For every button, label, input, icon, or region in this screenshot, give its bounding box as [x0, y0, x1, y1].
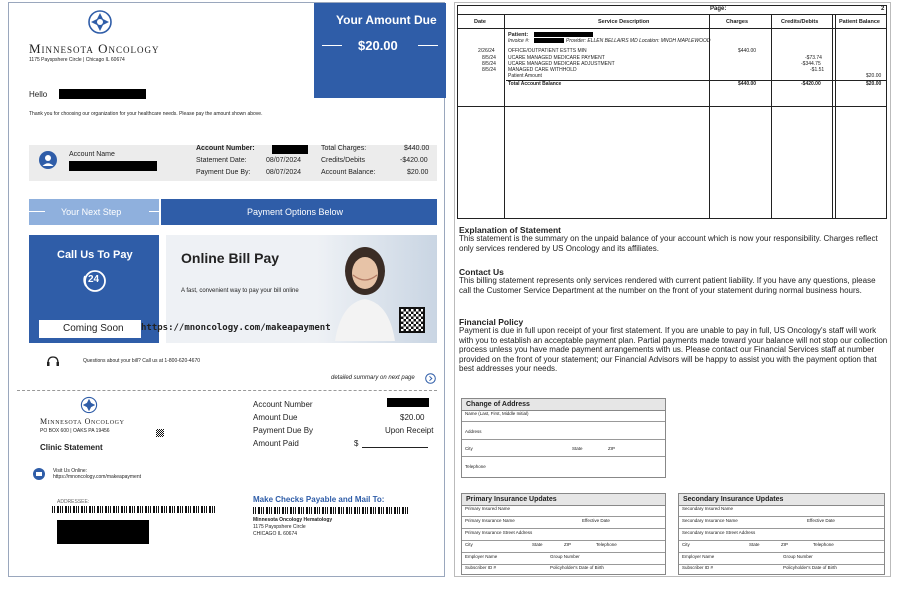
telephone-field[interactable]: Telephone — [465, 464, 486, 469]
contact-text: This billing statement represents only services rendered with current patient liability. If you have any questions, please call the Customer Service Department at the number on the front of your statement during normal business hours. — [459, 276, 876, 295]
row-date: 8/5/24 — [482, 61, 496, 67]
stub-account-number-label: Account Number — [253, 400, 313, 409]
coming-soon-label: Coming Soon — [63, 323, 124, 334]
next-step-label: Your Next Step — [61, 207, 122, 217]
row-credits: -$1.51 — [810, 67, 825, 73]
total-charges: $440.00 — [738, 81, 757, 87]
statement-detail-page — [454, 2, 891, 577]
zip-label: ZIP — [781, 542, 789, 547]
secondary-insured-name-field[interactable]: Secondary Insured Name — [679, 506, 884, 517]
clinic-statement-title: Clinic Statement — [40, 443, 103, 452]
amount-paid-field[interactable] — [362, 447, 428, 448]
amount-due-value: $20.00 — [358, 38, 398, 53]
account-balance-label: Account Balance: — [321, 169, 376, 176]
qr-code-icon — [399, 307, 425, 333]
stub-payment-due-label: Payment Due By — [253, 426, 314, 435]
online-pay-title: Online Bill Pay — [181, 250, 280, 266]
total-charges-label: Total Charges: — [321, 145, 367, 152]
subscriber-label: Subscriber ID # — [682, 565, 714, 570]
tear-line — [17, 390, 437, 391]
primary-insured-name-field[interactable]: Primary Insured Name — [462, 506, 665, 517]
row-date: 8/5/24 — [482, 55, 496, 61]
total-row — [458, 81, 888, 88]
secondary-insurance-title: Secondary Insurance Updates — [679, 494, 884, 506]
effective-date-label: Effective Date — [807, 518, 835, 523]
payment-due-value: 08/07/2024 — [266, 169, 302, 176]
payee-name: Minnesota Oncology Hematology — [253, 517, 333, 523]
amount-due-title: Your Amount Due — [336, 13, 437, 27]
group-number-label: Group Number — [550, 554, 580, 559]
explanation-title: Explanation of Statement — [459, 225, 562, 235]
divider — [504, 14, 505, 218]
primary-subscriber-field[interactable] — [462, 565, 665, 574]
stub-account-number-redacted — [387, 398, 429, 407]
row-description: UCARE MANAGED MEDICARE ADJUSTMENT — [508, 61, 615, 67]
thank-you-text: Thank you for choosing our organization for your healthcare needs. Please pay the amount shown above. — [29, 111, 263, 117]
payee-address-line1: 1175 Payspshere Circle — [253, 524, 306, 530]
primary-city-field[interactable] — [462, 542, 665, 553]
page-label: Page: — [710, 6, 727, 12]
address-barcode — [52, 506, 217, 513]
amount-paid-prefix: $ — [354, 439, 359, 448]
employer-label: Employer Name — [682, 554, 715, 559]
account-name-redacted — [69, 161, 157, 171]
table-header — [458, 14, 886, 29]
statement-date-value: 08/07/2024 — [266, 157, 302, 164]
invoice-redacted — [534, 38, 564, 43]
patient-label: Patient: — [508, 32, 529, 38]
row-description: Patient Amount — [508, 73, 542, 79]
state-label: State — [749, 542, 760, 547]
secondary-city-field[interactable] — [679, 542, 884, 553]
greeting: Hello — [29, 90, 48, 99]
col-header-credits: Credits/Debits — [781, 19, 819, 25]
person-photo-icon — [331, 241, 399, 341]
subscriber-label: Subscriber ID # — [465, 565, 497, 570]
effective-date-label: Effective Date — [582, 518, 610, 523]
account-number-redacted — [272, 145, 308, 154]
address-field[interactable]: Address — [462, 429, 665, 440]
invoice-label: Invoice #: — [508, 38, 530, 44]
questions-text: Questions about your bill? Call us at 1-800-620-4670 — [83, 358, 201, 364]
row-description: MANAGED CARE WITHHOLD — [508, 67, 577, 73]
secondary-insurance-name-field[interactable] — [679, 518, 884, 529]
primary-employer-field[interactable] — [462, 554, 665, 565]
visit-online-label: Visit Us Online: — [53, 468, 88, 474]
table-row — [458, 73, 888, 79]
total-balance: $20.00 — [866, 81, 882, 87]
divider — [23, 211, 45, 212]
total-credits: -$420.00 — [801, 81, 821, 87]
divider — [458, 106, 886, 107]
city-field[interactable] — [462, 446, 665, 457]
brand-address: 1175 Payspshere Circle | Chicago IL 60674 — [29, 57, 125, 63]
amount-due-box — [314, 3, 446, 98]
account-name-label: Account Name — [69, 151, 115, 158]
checks-payable-title: Make Checks Payable and Mail To: — [253, 495, 385, 504]
primary-insurance-title: Primary Insurance Updates — [462, 494, 665, 506]
primary-street-field[interactable]: Primary Insurance Street Address — [462, 530, 665, 541]
policy-text: Payment is due in full upon receipt of your first statement. If you are unable to pay in full, US Oncology's staff will work with you to establish an acceptable payment plan. Partial payments made toward your balance will not stop our collection process unless you have made payment arrangements with us. Please contact our Financial Services staff at number provided on the front of your statement; our Financial Advisors will be happy to assist you with the payment option that best addresses your needs. — [459, 326, 888, 373]
address-redacted — [57, 520, 149, 544]
online-pay-url[interactable]: https://mnoncology.com/makeapayment — [141, 323, 331, 333]
payment-due-label: Payment Due By: — [196, 169, 251, 176]
city-label: City — [682, 542, 690, 547]
provider-line: Provider: ELLEN BELLAIRS MD Location: MNOH MAPLEWOOD — [566, 38, 711, 44]
name-field[interactable]: Name (Last, First, Middle Initial) — [462, 411, 665, 422]
zip-label: ZIP — [564, 542, 572, 547]
change-of-address-form — [461, 398, 666, 478]
city-label: City — [465, 542, 473, 547]
headset-icon — [46, 355, 60, 369]
stub-brand-name: Minnesota Oncology — [40, 417, 125, 426]
stub-amount-due-value: $20.00 — [400, 413, 425, 422]
user-avatar-icon — [39, 151, 57, 169]
row-credits: -$73.74 — [805, 55, 822, 61]
call-badge-text: 24 — [88, 274, 100, 285]
chevron-right-icon[interactable] — [425, 373, 436, 384]
divider — [709, 14, 710, 218]
col-header-balance: Patient Balance — [839, 19, 880, 25]
employer-label: Employer Name — [465, 554, 498, 559]
stub-address: PO BOX 600 | OAKS PA 19456 — [40, 428, 110, 434]
row-charges: $440.00 — [738, 48, 757, 54]
payment-options-label: Payment Options Below — [247, 207, 344, 217]
secondary-employer-field[interactable] — [679, 554, 884, 565]
stub-logo-icon — [80, 396, 98, 414]
stub-qr-icon — [156, 429, 164, 437]
credits-debits-value: -$420.00 — [400, 157, 428, 164]
detailed-summary-link[interactable]: detailed summary on next page — [331, 375, 415, 381]
statement-date-label: Statement Date: — [196, 157, 247, 164]
divider — [418, 45, 438, 46]
policy-title: Financial Policy — [459, 317, 524, 327]
stub-amount-due-label: Amount Due — [253, 413, 298, 422]
primary-insurance-form — [461, 493, 666, 575]
minnesota-oncology-logo-icon — [87, 9, 113, 35]
online-pay-description: A fast, convenient way to pay your bill online — [181, 288, 299, 294]
patient-name-redacted — [59, 89, 146, 99]
detail-table — [457, 5, 887, 219]
policyholder-dob-label: Policyholder's Date of Birth — [783, 565, 837, 570]
divider — [771, 14, 772, 218]
explanation-text: This statement is the summary on the unpaid balance of your account which is now your responsibility. Charges reflect only services rendered by US Oncology and its affiliates. — [459, 234, 878, 253]
secondary-subscriber-field[interactable] — [679, 565, 884, 574]
divider — [322, 45, 342, 46]
city-label: City — [465, 446, 473, 451]
statement-front-page — [8, 2, 445, 577]
policyholder-dob-label: Policyholder's Date of Birth — [550, 565, 604, 570]
credits-debits-label: Credits/Debits — [321, 157, 365, 164]
state-label: State — [532, 542, 543, 547]
addressee-label: ADDRESSEE: — [57, 499, 90, 505]
contact-title: Contact Us — [459, 267, 504, 277]
account-number-label: Account Number: — [196, 145, 255, 152]
secondary-street-field[interactable]: Secondary Insurance Street Address — [679, 530, 884, 541]
chat-icon — [33, 468, 45, 480]
group-number-label: Group Number — [783, 554, 813, 559]
row-credits: -$344.75 — [801, 61, 821, 67]
patient-redacted — [534, 32, 593, 37]
zip-label: ZIP — [608, 446, 616, 451]
secondary-insurance-form — [678, 493, 885, 575]
telephone-label: Telephone — [596, 542, 617, 547]
telephone-label: Telephone — [813, 542, 834, 547]
table-row — [458, 48, 888, 54]
stub-payment-due-value: Upon Receipt — [385, 426, 434, 435]
row-date: 2/26/24 — [478, 48, 495, 54]
primary-insurance-name-label: Primary Insurance Name — [465, 518, 515, 523]
row-description: OFFICE/OUTPATIENT ESTTS MIN — [508, 48, 587, 54]
state-label: State — [572, 446, 583, 451]
total-label: Total Account Balance — [508, 81, 562, 87]
page-number: 2 — [881, 6, 885, 12]
visit-online-url[interactable]: https://mnoncology.com/makeapayment — [53, 474, 142, 480]
payee-address-line2: CHICAGO IL 60674 — [253, 531, 298, 537]
account-balance-value: $20.00 — [407, 169, 429, 176]
call-us-title: Call Us To Pay — [57, 249, 133, 261]
col-header-charges: Charges — [726, 19, 749, 25]
total-charges-value: $440.00 — [404, 145, 430, 152]
change-of-address-title: Change of Address — [462, 399, 665, 411]
brand-name: Minnesota Oncology — [29, 41, 160, 56]
col-header-description: Service Description — [598, 19, 650, 25]
col-header-date: Date — [474, 19, 486, 25]
primary-insurance-name-field[interactable] — [462, 518, 665, 529]
stub-amount-paid-label: Amount Paid — [253, 439, 299, 448]
divider — [832, 14, 836, 218]
secondary-insurance-name-label: Secondary Insurance Name — [682, 518, 738, 523]
row-date: 8/5/24 — [482, 67, 496, 73]
row-description: UCARE MANAGED MEDICARE PAYMENT — [508, 55, 605, 61]
row-balance: $20.00 — [866, 73, 882, 79]
payee-barcode — [253, 507, 408, 514]
